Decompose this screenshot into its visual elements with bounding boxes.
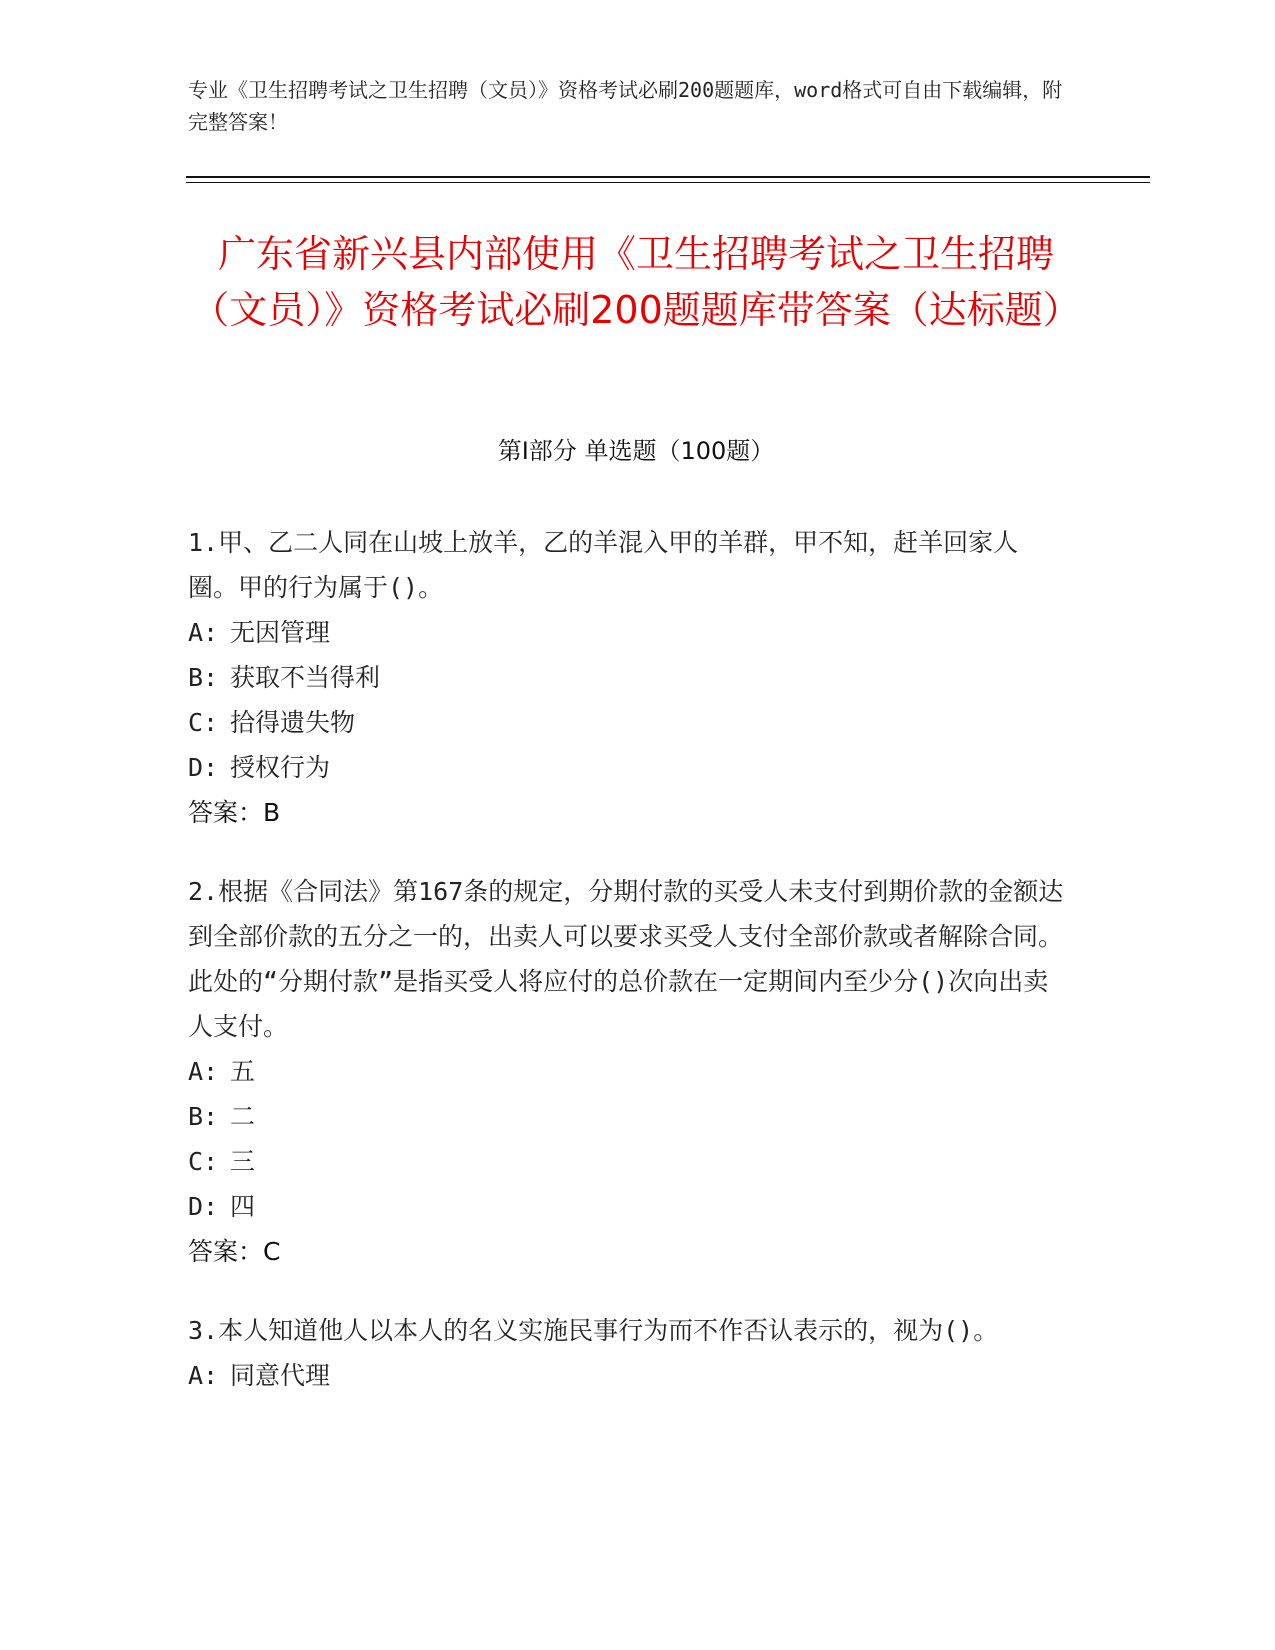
option-text: 四 (230, 1192, 256, 1221)
option-text: 同意代理 (230, 1361, 331, 1390)
option-text: 拾得遗失物 (230, 708, 356, 737)
option-letter: B: (188, 663, 219, 692)
option-text: 获取不当得利 (230, 663, 381, 692)
option-a (188, 1353, 1068, 1398)
option-d (188, 745, 1068, 790)
option-letter: C: (188, 1147, 219, 1176)
option-c (188, 1139, 1068, 1184)
question-list (188, 520, 1068, 1432)
option-letter: D: (188, 1192, 219, 1221)
question-2 (188, 869, 1068, 1274)
option-letter: C: (188, 708, 219, 737)
answer-text: 答案：B (188, 798, 281, 827)
header-divider-thin (186, 182, 1150, 183)
option-text: 五 (230, 1057, 256, 1086)
question-text: 3.本人知道他人以本人的名义实施民事行为而不作否认表示的，视为()。 (188, 1316, 999, 1345)
answer-text: 答案：C (188, 1237, 281, 1266)
header-divider (186, 176, 1150, 178)
option-letter: B: (188, 1102, 219, 1131)
option-text: 授权行为 (230, 753, 331, 782)
option-text: 二 (230, 1102, 256, 1131)
option-a (188, 610, 1068, 655)
question-1 (188, 520, 1068, 835)
option-c (188, 700, 1068, 745)
option-letter: D: (188, 753, 219, 782)
question-3 (188, 1308, 1068, 1398)
option-b (188, 655, 1068, 700)
document-title: 广东省新兴县内部使用《卫生招聘考试之卫生招聘（文员）》资格考试必刷200题题库带答案（达标题） (191, 232, 1081, 332)
option-letter: A: (188, 1361, 219, 1390)
section-heading: 第Ⅰ部分 单选题（100题） (497, 437, 775, 465)
option-a (188, 1049, 1068, 1094)
option-text: 无因管理 (230, 618, 331, 647)
option-d (188, 1184, 1068, 1229)
option-letter: A: (188, 1057, 219, 1086)
question-text: 1.甲、乙二人同在山坡上放羊，乙的羊混入甲的羊群，甲不知，赶羊回家人圈。甲的行为属于()。 (188, 528, 1019, 602)
option-text: 三 (230, 1147, 256, 1176)
question-text: 2.根据《合同法》第167条的规定，分期付款的买受人未支付到期价款的金额达到全部价款的五分之一的，出卖人可以要求买受人支付全部价款或者解除合同。此处的“分期付款”是指买受人将应付的总价款在一定期间内至少分()次向出卖人支付。 (188, 877, 1064, 1041)
option-b (188, 1094, 1068, 1139)
header-note: 专业《卫生招聘考试之卫生招聘（文员）》资格考试必刷200题题库，word格式可自由下载编辑，附完整答案！ (188, 78, 1063, 134)
option-letter: A: (188, 618, 219, 647)
